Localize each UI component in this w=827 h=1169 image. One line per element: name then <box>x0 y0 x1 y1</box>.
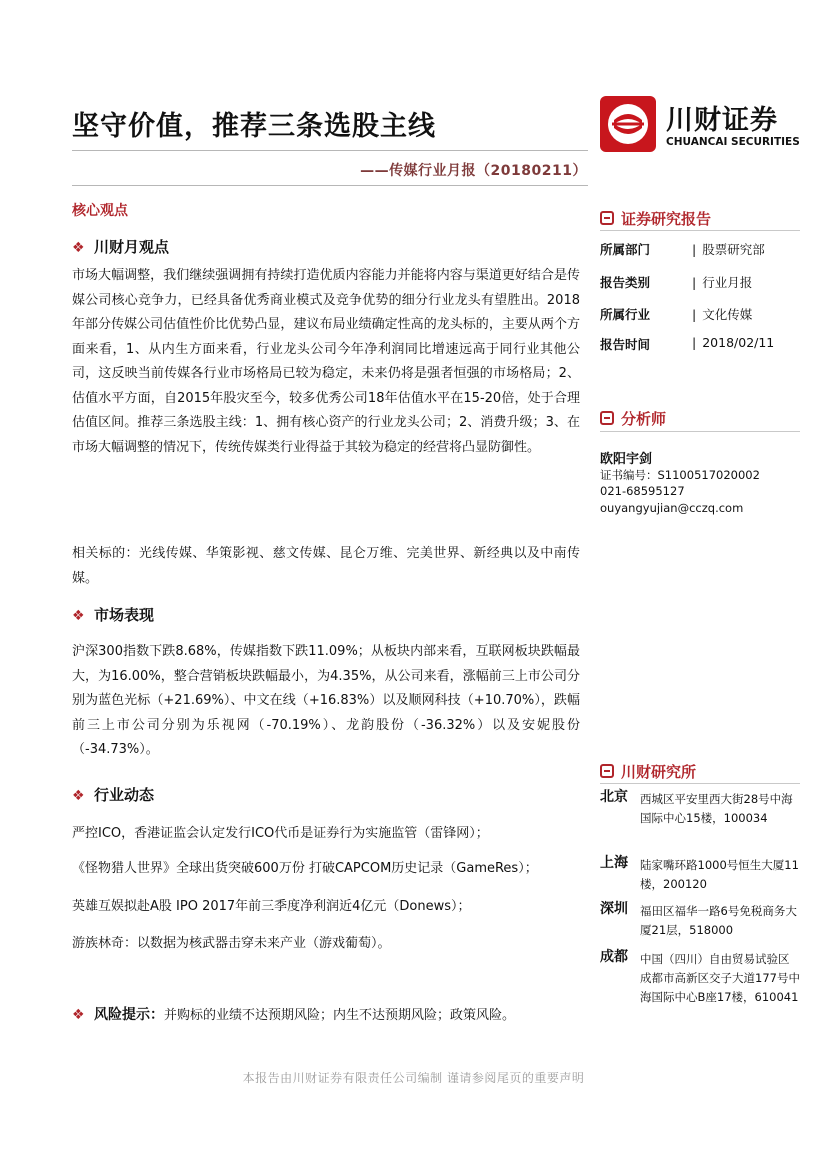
risk-warning <box>72 1004 515 1024</box>
risk-label: 风险提示： <box>94 1007 164 1023</box>
industry-news-item: 英雄互娱拟赴A股 IPO 2017年前三季度净利润近4亿元（Donews）； <box>72 899 471 914</box>
industry-news-item: 严控ICO，香港证监会认定发行ICO代币是证券行为实施监管（雷锋网）； <box>72 826 489 841</box>
institute-icon <box>600 764 614 778</box>
footer-disclaimer: 本报告由川财证券有限责任公司编制 谨请参阅尾页的重要声明 <box>242 1071 585 1085</box>
diamond-bullet-icon: ❖ <box>72 240 85 256</box>
industry-news-item: 游族林奇：以数据为核武器击穿未来产业（游戏葡萄）。 <box>72 936 391 951</box>
industry-news-item: 《怪物猎人世界》全球出货突破600万份 打破CAPCOM历史记录（GameRes）； <box>72 861 538 876</box>
office-city-shanghai: 上海 <box>600 855 628 871</box>
meta-value-department: | 股票研究部 <box>692 240 765 258</box>
meta-value-industry: | 文化传媒 <box>692 305 752 323</box>
meta-key-date: 报告时间 <box>600 337 651 352</box>
analyst-icon <box>600 411 614 425</box>
office-city-chengdu: 成都 <box>600 949 628 965</box>
analyst-email[interactable]: ouyangyujian@cczq.com <box>600 501 744 515</box>
analyst-section-title <box>600 408 666 429</box>
page-title: 坚守价值，推荐三条选股主线 <box>72 111 436 142</box>
section-title: 行业动态 <box>94 786 155 804</box>
logo-mark-icon <box>600 96 656 152</box>
section-title: 川财月观点 <box>94 238 170 256</box>
report-type-label: 证券研究报告 <box>621 210 712 228</box>
section-title: 市场表现 <box>94 606 155 624</box>
office-address-shanghai: 陆家嘴环路1000号恒生大厦11楼，200120 <box>640 858 799 891</box>
meta-key-department: 所属部门 <box>600 242 651 257</box>
risk-text: 并购标的业绩不达预期风险；内生不达预期风险；政策风险。 <box>164 1008 516 1023</box>
company-logo <box>600 96 800 156</box>
analyst-phone: 021-68595127 <box>600 484 685 498</box>
subtitle-divider <box>72 185 588 186</box>
institute-label: 川财研究所 <box>621 763 697 781</box>
report-icon <box>600 211 614 225</box>
office-city-shenzhen: 深圳 <box>600 901 628 917</box>
analyst-name: 欧阳宇剑 <box>600 452 653 467</box>
meta-value-category: | 行业月报 <box>692 273 752 291</box>
report-type-title <box>600 208 711 229</box>
diamond-bullet-icon: ❖ <box>72 608 85 624</box>
sidebar-divider <box>600 783 800 784</box>
office-address-beijing: 西城区平安里西大街28号中海国际中心15楼，100034 <box>640 792 793 825</box>
analyst-certificate: 证书编号：S1100517020002 <box>600 468 760 482</box>
report-subtitle: ——传媒行业月报（20180211） <box>360 163 587 179</box>
logo-english-name: CHUANCAI SECURITIES <box>666 136 800 148</box>
sidebar-divider <box>600 230 800 231</box>
related-stocks-paragraph: 相关标的：光线传媒、华策影视、慈文传媒、昆仑万维、完美世界、新经典以及中南传媒。 <box>72 546 580 586</box>
diamond-bullet-icon: ❖ <box>72 1007 85 1023</box>
meta-value-date: | 2018/02/11 <box>692 335 774 350</box>
analyst-label: 分析师 <box>621 410 667 428</box>
meta-key-industry: 所属行业 <box>600 307 651 322</box>
office-address-chengdu: 中国（四川）自由贸易试验区成都市高新区交子大道177号中海国际中心B座17楼，610041 <box>640 952 800 1004</box>
office-city-beijing: 北京 <box>600 789 628 805</box>
section-heading-monthly-view <box>72 236 169 257</box>
sidebar-divider <box>600 431 800 432</box>
meta-key-category: 报告类别 <box>600 275 651 290</box>
core-view-label: 核心观点 <box>72 203 128 219</box>
diamond-bullet-icon: ❖ <box>72 788 85 804</box>
market-performance-paragraph: 沪深300指数下跌8.68%，传媒指数下跌11.09%；从板块内部来看，互联网板块跌幅最大，为16.00%，整合营销板块跌幅最小，为4.35%，从公司来看，涨幅前三上市公司分别为蓝色光标（+21.69%）、中文在线（+16.83%）以及顺网科技（+10.70%），跌幅前三上市公司分别为乐视网（-70.19%）、龙韵股份（-36.32%）以及安妮股份（-34.73%）。 <box>72 644 580 757</box>
monthly-view-paragraph: 市场大幅调整，我们继续强调拥有持续打造优质内容能力并能将内容与渠道更好结合是传媒公司核心竞争力，已经具备优秀商业模式及竞争优势的细分行业龙头有望胜出。2018年部分传媒公司估值性价比优势凸显，建议布局业绩确定性高的龙头标的，主要从两个方面来看，1、从内生方面来看，行业龙头公司今年净利润同比增速远高于同行业其他公司，这反映当前传媒各行业市场格局已较为稳定，未来仍将是强者恒强的市场格局；2、估值水平方面，自2015年股灾至今，较多优秀公司18年估值水平在15-20倍，处于合理估值区间。推荐三条选股主线：1、拥有核心资产的行业龙头公司；2、消费升级；3、在市场大幅调整的情况下，传统传媒类行业得益于其较为稳定的经营将凸显防御性。 <box>72 268 580 455</box>
section-heading-market <box>72 604 154 625</box>
institute-section-title <box>600 761 696 782</box>
logo-chinese-name: 川财证券 <box>666 105 778 136</box>
office-address-shenzhen: 福田区福华一路6号免税商务大厦21层，518000 <box>640 904 797 937</box>
section-heading-industry <box>72 784 154 805</box>
header-divider <box>72 150 588 151</box>
